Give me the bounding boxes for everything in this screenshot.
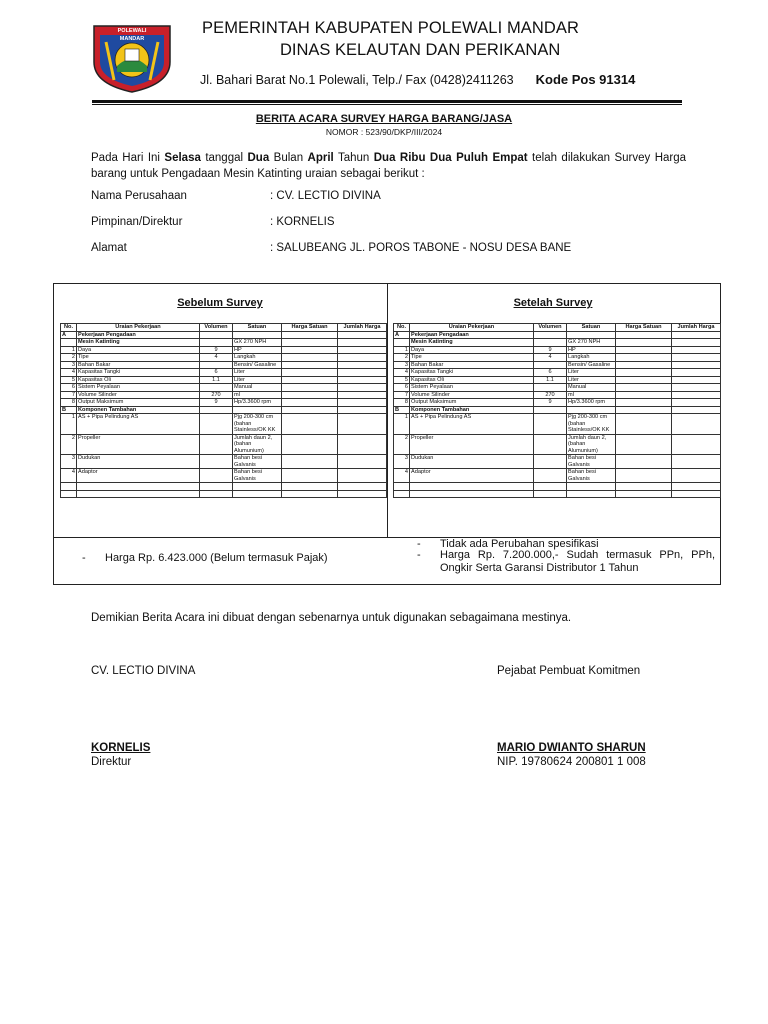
table-cell-vol: 9	[200, 399, 233, 407]
table-cell-empty	[282, 354, 338, 362]
table-cell-sat: Langkah	[567, 354, 616, 362]
table-cell-empty	[282, 406, 338, 414]
table-cell-uraian: Tipe	[77, 354, 200, 362]
table-cell-empty	[338, 455, 387, 469]
table-cell-sat: Bahan besi Galvanis	[233, 469, 282, 483]
table-cell-uraian: Dudukan	[410, 455, 534, 469]
table-cell-sat: Pjg 200-300 cm (bahan Stainless/OK KK	[567, 414, 616, 435]
table-cell-sat	[233, 406, 282, 414]
regency-logo	[92, 22, 172, 94]
table-cell-empty	[338, 354, 387, 362]
table-cell-uraian: Dudukan	[77, 455, 200, 469]
table-cell-empty	[282, 339, 338, 347]
table-cell-vol	[534, 434, 567, 455]
table-cell-no	[394, 339, 410, 347]
table-row	[394, 414, 721, 435]
table-cell-empty	[616, 399, 672, 407]
table-row-empty	[394, 490, 721, 498]
table-cell-empty	[672, 361, 721, 369]
table-header-row	[61, 324, 387, 332]
table-header-cell: Uraian Pekerjaan	[77, 324, 200, 332]
table-cell-empty	[338, 384, 387, 392]
after-note-spec: Tidak ada Perubahan spesifikasi	[440, 538, 599, 550]
table-cell-empty	[394, 483, 410, 491]
table-row	[61, 376, 387, 384]
table-cell-vol	[534, 331, 567, 339]
intro-text: Pada Hari Ini	[91, 152, 165, 164]
table-cell-empty	[672, 406, 721, 414]
table-cell-vol	[534, 469, 567, 483]
table-cell-uraian: Bahan Bakar	[410, 361, 534, 369]
table-cell-vol	[200, 384, 233, 392]
table-cell-vol: 4	[534, 354, 567, 362]
table-cell-empty	[616, 354, 672, 362]
intro-text: Bulan	[269, 152, 308, 164]
table-row	[61, 414, 387, 435]
table-cell-no: 2	[61, 434, 77, 455]
sign-right-org: Pejabat Pembuat Komitmen	[497, 665, 641, 677]
table-cell-empty	[616, 339, 672, 347]
table-cell-sat: HP	[233, 346, 282, 354]
table-cell-empty	[616, 483, 672, 491]
table-cell-empty	[567, 490, 616, 498]
table-cell-no: 6	[61, 384, 77, 392]
table-cell-sat: Liter	[567, 376, 616, 384]
table-cell-sat: Jumlah daun 2, (bahan Alumunium)	[233, 434, 282, 455]
table-cell-uraian: Daya	[410, 346, 534, 354]
intro-text: telah dilakukan Survey Harga barang untuk Pengadaan Mesin Katinting uraian sebagai berikut :	[91, 152, 687, 180]
table-cell-uraian: Pekerjaan Pengadaan	[77, 331, 200, 339]
table-cell-vol	[200, 406, 233, 414]
table-cell-vol: 270	[534, 391, 567, 399]
before-survey-title: Sebelum Survey	[177, 297, 263, 309]
table-row	[61, 354, 387, 362]
table-cell-empty	[233, 483, 282, 491]
table-cell-uraian: Komponen Tambahan	[410, 406, 534, 414]
table-row	[394, 434, 721, 455]
table-row-empty	[61, 483, 387, 491]
after-note-dash: -	[417, 549, 421, 561]
table-cell-empty	[616, 469, 672, 483]
table-cell-empty	[338, 331, 387, 339]
table-cell-uraian: Output Maksimum	[410, 399, 534, 407]
after-note-price: Harga Rp. 7.200.000,- Sudah termasuk PPn, PPh, Ongkir Serta Garansi Distributor 1 Tahun	[440, 549, 715, 574]
before-note-dash: -	[82, 552, 86, 564]
table-cell-empty	[338, 406, 387, 414]
info-label-director: Pimpinan/Direktur	[91, 216, 183, 228]
table-cell-vol	[200, 414, 233, 435]
table-cell-empty	[200, 490, 233, 498]
table-cell-no: 1	[61, 414, 77, 435]
table-cell-empty	[338, 391, 387, 399]
table-cell-vol: 6	[534, 369, 567, 377]
table-cell-vol	[534, 414, 567, 435]
table-row	[61, 339, 387, 347]
table-cell-sat: GX 270 NPH	[567, 339, 616, 347]
table-cell-empty	[616, 361, 672, 369]
table-cell-empty	[338, 469, 387, 483]
intro-month: April	[307, 152, 334, 164]
table-cell-empty	[567, 483, 616, 491]
table-row	[394, 399, 721, 407]
table-cell-empty	[410, 483, 534, 491]
table-cell-no: 2	[61, 354, 77, 362]
table-header-cell: No.	[394, 324, 410, 332]
table-header-cell: Harga Satuan	[282, 324, 338, 332]
table-cell-empty	[672, 483, 721, 491]
table-cell-no: B	[61, 406, 77, 414]
table-row	[394, 406, 721, 414]
table-cell-empty	[616, 346, 672, 354]
table-cell-empty	[394, 490, 410, 498]
table-row-empty	[61, 490, 387, 498]
address-text: Jl. Bahari Barat No.1 Polewali, Telp./ Fax (0428)2411263	[200, 73, 514, 87]
table-cell-no: 1	[61, 346, 77, 354]
sign-left-name: KORNELIS	[91, 742, 151, 754]
table-cell-vol: 1.1	[200, 376, 233, 384]
before-note-price: Harga Rp. 6.423.000 (Belum termasuk Pajak)	[105, 552, 328, 564]
table-cell-sat: Jumlah daun 2, (bahan Alumunium)	[567, 434, 616, 455]
table-cell-empty	[338, 490, 387, 498]
info-value-director: : KORNELIS	[270, 216, 335, 228]
table-cell-empty	[338, 434, 387, 455]
info-value-company: : CV. LECTIO DIVINA	[270, 190, 381, 202]
table-header-row	[394, 324, 721, 332]
table-cell-sat: Bahan besi Galvanis	[567, 469, 616, 483]
table-cell-vol	[534, 455, 567, 469]
table-row	[61, 369, 387, 377]
after-survey-title: Setelah Survey	[513, 297, 593, 309]
intro-date: Dua	[247, 152, 270, 164]
table-cell-uraian: Daya	[77, 346, 200, 354]
table-cell-uraian: Kapasitas Tangki	[77, 369, 200, 377]
table-cell-uraian: Volume Silinder	[410, 391, 534, 399]
table-cell-sat: Hp/3.3600 rpm	[233, 399, 282, 407]
table-cell-sat: Bahan besi Galvanis	[233, 455, 282, 469]
table-cell-empty	[616, 384, 672, 392]
table-cell-empty	[282, 490, 338, 498]
table-cell-no: 3	[394, 455, 410, 469]
table-cell-sat: HP	[567, 346, 616, 354]
table-cell-sat	[567, 406, 616, 414]
table-cell-empty	[672, 434, 721, 455]
table-cell-uraian: Propeller	[410, 434, 534, 455]
sign-right-name: MARIO DWIANTO SHARUN	[497, 742, 646, 754]
table-row	[61, 434, 387, 455]
table-cell-no: 4	[394, 469, 410, 483]
table-row	[394, 469, 721, 483]
table-cell-sat: Liter	[233, 376, 282, 384]
table-cell-empty	[282, 399, 338, 407]
table-cell-empty	[282, 483, 338, 491]
table-cell-no: 6	[394, 384, 410, 392]
sign-left-org: CV. LECTIO DIVINA	[91, 665, 196, 677]
sign-left-role: Direktur	[91, 756, 132, 768]
table-cell-empty	[672, 399, 721, 407]
table-row	[394, 369, 721, 377]
table-cell-vol: 9	[534, 399, 567, 407]
table-cell-vol	[534, 406, 567, 414]
table-header-cell: Volumen	[200, 324, 233, 332]
table-cell-empty	[61, 483, 77, 491]
table-row	[394, 361, 721, 369]
table-cell-empty	[672, 391, 721, 399]
table-row	[394, 339, 721, 347]
table-cell-empty	[410, 490, 534, 498]
table-cell-no: 5	[394, 376, 410, 384]
table-cell-vol	[534, 339, 567, 347]
table-cell-empty	[534, 483, 567, 491]
info-label-company: Nama Perusahaan	[91, 190, 187, 202]
table-cell-empty	[672, 469, 721, 483]
table-cell-uraian: Bahan Bakar	[77, 361, 200, 369]
table-cell-empty	[672, 384, 721, 392]
table-cell-no: 8	[61, 399, 77, 407]
info-value-address: : SALUBEANG JL. POROS TABONE - NOSU DESA BANE	[270, 242, 572, 254]
table-cell-sat: ml	[233, 391, 282, 399]
table-cell-no: 8	[394, 399, 410, 407]
table-cell-no: 7	[394, 391, 410, 399]
header-rule-thick	[92, 100, 682, 103]
table-cell-vol	[200, 455, 233, 469]
table-row	[394, 455, 721, 469]
table-cell-no: 2	[394, 354, 410, 362]
table-cell-vol: 9	[200, 346, 233, 354]
table-cell-sat	[233, 331, 282, 339]
table-header-cell: No.	[61, 324, 77, 332]
table-cell-empty	[616, 490, 672, 498]
table-cell-empty	[672, 369, 721, 377]
table-cell-uraian: Komponen Tambahan	[77, 406, 200, 414]
after-note-dash: -	[417, 538, 421, 550]
intro-year: Dua Ribu Dua Puluh Empat	[373, 152, 528, 164]
table-row	[61, 469, 387, 483]
table-cell-empty	[616, 455, 672, 469]
table-cell-uraian: Kapasitas Tangki	[410, 369, 534, 377]
table-cell-no: B	[394, 406, 410, 414]
table-cell-vol	[200, 361, 233, 369]
table-cell-no: A	[394, 331, 410, 339]
table-cell-sat: Liter	[567, 369, 616, 377]
table-row	[61, 361, 387, 369]
table-cell-uraian: Sistem Peyalaan	[410, 384, 534, 392]
spec-table-after	[393, 323, 721, 498]
table-cell-no: 2	[394, 434, 410, 455]
table-row	[394, 376, 721, 384]
table-header-cell: Satuan	[567, 324, 616, 332]
table-cell-no: 3	[394, 361, 410, 369]
table-cell-empty	[282, 455, 338, 469]
intro-text: Tahun	[333, 152, 374, 164]
table-cell-empty	[282, 369, 338, 377]
table-cell-empty	[338, 414, 387, 435]
table-cell-empty	[282, 331, 338, 339]
table-cell-uraian: Sistem Peyalaan	[77, 384, 200, 392]
table-cell-sat: Manual	[567, 384, 616, 392]
logo-text: POLEWALI MANDAR	[117, 28, 147, 42]
table-cell-uraian: Kapasitas Oli	[77, 376, 200, 384]
table-cell-empty	[616, 414, 672, 435]
header-rule-thin	[92, 104, 682, 105]
table-cell-empty	[672, 339, 721, 347]
table-cell-sat: Bensin/ Gasaline	[233, 361, 282, 369]
table-header-cell: Harga Satuan	[616, 324, 672, 332]
table-cell-no: 1	[394, 414, 410, 435]
table-cell-vol: 4	[200, 354, 233, 362]
table-cell-empty	[282, 384, 338, 392]
table-cell-vol: 9	[534, 346, 567, 354]
table-cell-sat: ml	[567, 391, 616, 399]
table-cell-vol	[200, 469, 233, 483]
table-cell-empty	[338, 361, 387, 369]
table-cell-uraian: Adaptor	[77, 469, 200, 483]
table-cell-empty	[282, 414, 338, 435]
table-cell-uraian: Tipe	[410, 354, 534, 362]
table-cell-no: 4	[394, 369, 410, 377]
table-row	[61, 346, 387, 354]
postal-code: Kode Pos 91314	[535, 72, 636, 87]
table-header-cell: Satuan	[233, 324, 282, 332]
table-cell-empty	[672, 354, 721, 362]
table-cell-vol	[200, 339, 233, 347]
table-row	[394, 331, 721, 339]
intro-text: tanggal	[200, 152, 248, 164]
table-cell-sat: Manual	[233, 384, 282, 392]
table-cell-empty	[534, 490, 567, 498]
table-cell-empty	[282, 391, 338, 399]
table-row	[61, 399, 387, 407]
table-row	[394, 384, 721, 392]
table-cell-empty	[338, 399, 387, 407]
closing-statement: Demikian Berita Acara ini dibuat dengan sebenarnya untuk digunakan sebagaimana mestinya.	[91, 612, 572, 624]
box-divider	[387, 283, 388, 538]
table-row	[61, 331, 387, 339]
table-cell-sat	[567, 331, 616, 339]
table-cell-sat: Liter	[233, 369, 282, 377]
table-row	[394, 391, 721, 399]
intro-paragraph	[91, 150, 686, 182]
table-cell-vol	[200, 434, 233, 455]
table-cell-empty	[338, 376, 387, 384]
intro-day: Selasa	[164, 152, 201, 164]
table-cell-empty	[282, 361, 338, 369]
table-cell-no: 4	[61, 469, 77, 483]
table-cell-sat: Pjg 200-300 cm (bahan Stainless/OK KK	[233, 414, 282, 435]
table-cell-vol	[534, 384, 567, 392]
table-cell-empty	[61, 490, 77, 498]
table-cell-empty	[338, 369, 387, 377]
table-row	[61, 391, 387, 399]
table-cell-empty	[616, 331, 672, 339]
table-cell-empty	[672, 346, 721, 354]
table-cell-uraian: Mesin Katinting	[77, 339, 200, 347]
table-cell-empty	[338, 346, 387, 354]
table-cell-no	[61, 339, 77, 347]
table-cell-empty	[616, 406, 672, 414]
table-cell-empty	[77, 483, 200, 491]
header-address	[200, 72, 635, 87]
table-cell-sat: GX 270 NPH	[233, 339, 282, 347]
table-cell-uraian: Output Maksimum	[77, 399, 200, 407]
table-row	[394, 354, 721, 362]
table-cell-vol: 6	[200, 369, 233, 377]
table-cell-sat: Bensin/ Gasaline	[567, 361, 616, 369]
table-cell-no: 3	[61, 361, 77, 369]
table-cell-empty	[672, 490, 721, 498]
table-cell-empty	[616, 369, 672, 377]
table-cell-sat: Bahan besi Galvanis	[567, 455, 616, 469]
table-header-cell: Volumen	[534, 324, 567, 332]
table-cell-vol	[200, 331, 233, 339]
table-row	[394, 346, 721, 354]
table-cell-uraian: AS + Pipa Pelindung AS	[410, 414, 534, 435]
table-cell-vol: 270	[200, 391, 233, 399]
table-cell-empty	[616, 376, 672, 384]
table-cell-uraian: Mesin Katinting	[410, 339, 534, 347]
table-cell-empty	[672, 414, 721, 435]
table-cell-empty	[282, 346, 338, 354]
document-number: NOMOR : 523/90/DKP/III/2024	[325, 127, 443, 137]
table-cell-empty	[338, 339, 387, 347]
header-government: PEMERINTAH KABUPATEN POLEWALI MANDAR	[202, 19, 580, 37]
table-cell-uraian: Adaptor	[410, 469, 534, 483]
table-row	[61, 455, 387, 469]
sign-right-nip: NIP. 19780624 200801 1 008	[497, 756, 646, 768]
table-cell-empty	[77, 490, 200, 498]
table-row	[61, 406, 387, 414]
header-department: DINAS KELAUTAN DAN PERIKANAN	[280, 41, 561, 59]
table-cell-empty	[672, 376, 721, 384]
table-cell-empty	[616, 434, 672, 455]
info-label-address: Alamat	[91, 242, 127, 254]
table-cell-uraian: Kapasitas Oli	[410, 376, 534, 384]
table-cell-empty	[672, 455, 721, 469]
table-cell-vol	[534, 361, 567, 369]
table-cell-empty	[616, 391, 672, 399]
table-cell-no: A	[61, 331, 77, 339]
table-cell-sat: Langkah	[233, 354, 282, 362]
table-cell-no: 1	[394, 346, 410, 354]
table-header-cell: Jumlah Harga	[672, 324, 721, 332]
table-cell-uraian: Propeller	[77, 434, 200, 455]
document-title: BERITA ACARA SURVEY HARGA BARANG/JASA	[255, 113, 513, 125]
table-row	[61, 384, 387, 392]
table-cell-empty	[282, 469, 338, 483]
table-cell-no: 7	[61, 391, 77, 399]
table-row-empty	[394, 483, 721, 491]
table-cell-no: 5	[61, 376, 77, 384]
spec-table-before	[60, 323, 387, 498]
table-cell-empty	[200, 483, 233, 491]
table-header-cell: Jumlah Harga	[338, 324, 387, 332]
table-cell-empty	[282, 376, 338, 384]
table-cell-uraian: AS + Pipa Pelindung AS	[77, 414, 200, 435]
table-cell-empty	[338, 483, 387, 491]
table-cell-uraian: Volume Silinder	[77, 391, 200, 399]
table-cell-no: 4	[61, 369, 77, 377]
table-cell-sat: Hp/3.3600 rpm	[567, 399, 616, 407]
table-cell-empty	[672, 331, 721, 339]
table-cell-uraian: Pekerjaan Pengadaan	[410, 331, 534, 339]
table-header-cell: Uraian Pekerjaan	[410, 324, 534, 332]
table-cell-vol: 1.1	[534, 376, 567, 384]
table-cell-no: 3	[61, 455, 77, 469]
table-cell-empty	[282, 434, 338, 455]
table-cell-empty	[233, 490, 282, 498]
